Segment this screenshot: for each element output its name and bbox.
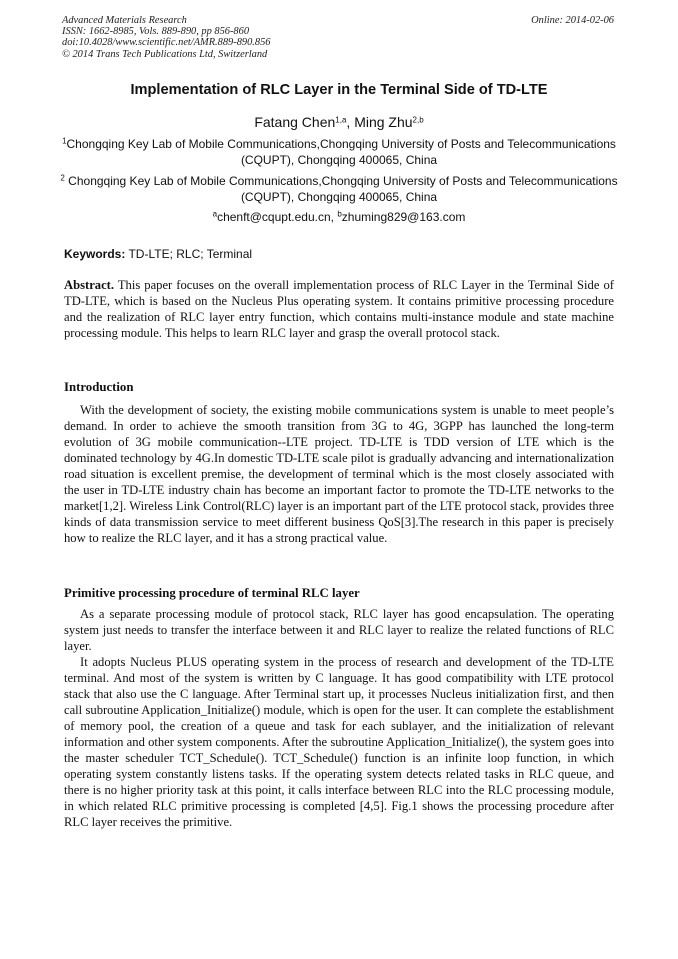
email-text: chenft@cqupt.edu.cn,	[217, 210, 338, 224]
abstract-label: Abstract.	[64, 278, 115, 292]
author-name: Ming Zhu	[354, 114, 413, 130]
author-emails	[40, 209, 638, 225]
primitive-paragraph-1: As a separate processing module of protocol stack, RLC layer has good encapsulation. The operating system just needs to transfer the interface between it and RLC layer to realize the related functions of RLC layer.	[64, 607, 614, 653]
author-superscript: 1,a	[335, 115, 347, 125]
introduction-paragraph: With the development of society, the existing mobile communications system is unable to meet people’s demand. In order to achieve the smooth transition from 3G to 4G, 3GPP has launched the long-term evolution of 3G mobile communication--LTE project. TD-LTE is TDD version of LTE which is the dominated technology by 4G.In domestic TD-LTE scale pilot is gradually advancing and internationalization road situation is excellent premise, the development of terminal which is the most closely associated with the user in TD-LTE industry chain has become an important factor to promote the TD-LTE networks to the market[1,2]. Wireless Link Control(RLC) layer is an important part of the LTE protocol stack, provides three kinds of data transmission service to meet different business QoS[3].The research in this paper is precisely how to realize the RLC layer, and it has a strong practical value.	[64, 403, 614, 545]
author-superscript: 2,b	[412, 115, 424, 125]
keywords-line	[64, 246, 252, 262]
author-list	[40, 112, 638, 132]
keywords-text: TD-LTE; RLC; Terminal	[125, 247, 253, 261]
email-superscript: b	[337, 209, 342, 219]
journal-name: Advanced Materials Research	[62, 15, 187, 26]
primitive-paragraph-2: It adopts Nucleus PLUS operating system in the process of research and development of the TD-LTE terminal. And most of the system is written by C language. It has good compatibility with LTE protocol stack that also use the C language. After Terminal start up, it processes Nucleus initialization first, and then call subroutine Application_Initialize() module, which is open for the user. It can complete the establishment of memory pool, the creation of a queue and task for each sublayer, and the initialization of relevant information and other system components. After the subroutine Application_Initialize(), the system goes into the master scheduler TCT_Schedule(). TCT_Schedule() function is an infinite loop function, in which operating system constantly listens tasks. If the operating system detects related tasks in RLC queue, and there is no higher priority task at this point, it calls interface between RLC into the RLC processing module, in which related RLC primitive processing is completed [4,5]. Fig.1 shows the processing procedure after RLC layer receives the primitive.	[64, 655, 614, 829]
abstract-text: This paper focuses on the overall implementation process of RLC Layer in the Terminal Side of TD-LTE, which is based on the Nucleus Plus operating system. It contains primitive processing procedure and the realization of RLC layer entry function, which contains multi-instance module and state machine processing module. This helps to learn RLC layer and grasp the overall protocol stack.	[64, 278, 614, 340]
issn-line: ISSN: 1662-8985, Vols. 889-890, pp 856-860	[62, 26, 250, 38]
author-separator: ,	[346, 114, 355, 130]
keywords-label: Keywords:	[64, 247, 126, 261]
journal-header	[62, 15, 270, 60]
affiliation-text: Chongqing Key Lab of Mobile Communications,Chongqing University of Posts and Telecommunications (CQUPT), Chongqing 400065, China	[64, 174, 618, 204]
online-date: Online: 2014-02-06	[531, 15, 614, 26]
doi-line: doi:10.4028/www.scientific.net/AMR.889-890.856	[62, 37, 271, 49]
paper-title: Implementation of RLC Layer in the Terminal Side of TD-LTE	[130, 82, 548, 98]
section-heading-introduction: Introduction	[64, 380, 134, 394]
section-heading-primitive-processing: Primitive processing procedure of terminal RLC layer	[64, 586, 360, 600]
email-superscript: a	[212, 209, 218, 219]
affiliation-text: Chongqing Key Lab of Mobile Communications,Chongqing University of Posts and Telecommunications (CQUPT), Chongqing 400065, China	[66, 137, 616, 167]
abstract-paragraph	[64, 277, 614, 341]
email-text: zhuming829@163.com	[341, 210, 466, 224]
author-name: Fatang Chen	[254, 114, 336, 130]
copyright-line: © 2014 Trans Tech Publications Ltd, Switzerland	[62, 48, 268, 60]
affiliation-1	[60, 136, 618, 168]
affiliation-2	[60, 173, 618, 205]
affiliation-superscript: 1	[62, 136, 67, 146]
affiliation-superscript: 2	[60, 173, 65, 183]
